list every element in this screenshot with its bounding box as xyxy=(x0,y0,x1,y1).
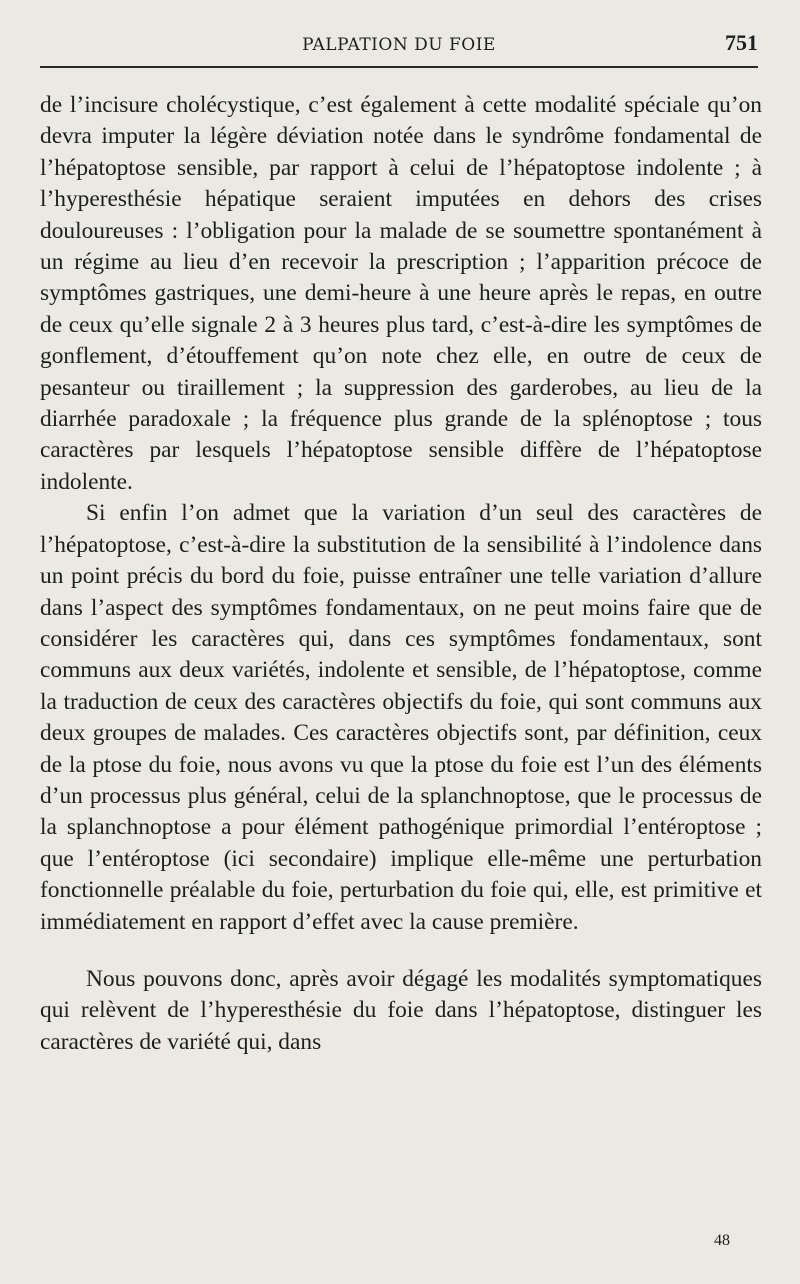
body-text xyxy=(40,90,762,1058)
paragraph-2: Si enfin l’on admet que la variation d’un seul des caractères de l’hépatoptose, c’est-à-dire la substitution de la sensibilité à l’indolence dans un point précis du bord du foie, puisse entraîner une telle variation d’allure dans l’aspect des symptômes fondamentaux, on ne peut moins faire que de considérer les caractères qui, dans ces symptômes fondamentaux, sont communs aux deux variétés, indolente et sensible, de l’hépatoptose, comme la traduction de ceux des caractères objectifs du foie, qui sont communs aux deux groupes de malades. Ces caractères objectifs sont, par définition, ceux de la ptose du foie, nous avons vu que la ptose du foie est l’un des éléments d’un processus plus général, celui de la splanchnoptose, que le processus de la splanchnoptose a pour élément pathogénique primordial l’entéroptose ; que l’entéroptose (ici secondaire) implique elle-même une perturbation fonctionnelle préalable du foie, perturbation du foie qui, elle, est primitive et immédiatement en rapport d’effet avec la cause première. xyxy=(40,500,762,935)
signature-mark: 48 xyxy=(714,1232,730,1249)
paragraph-1: de l’incisure cholécystique, c’est également à cette modalité spéciale qu’on devra imputer la légère déviation notée dans le syndrôme fondamental de l’hépatoptose sensible, par rapport à celui de l’hépatoptose indolente ; à l’hyperesthésie hépatique seraient imputées en dehors des crises douloureuses : l’obligation pour la malade de se soumettre spontanément à un régime au lieu d’en recevoir la prescription ; l’apparition précoce de symptômes gastriques, une demi-heure à une heure après le repas, en outre de ceux qu’elle signale 2 à 3 heures plus tard, c’est-à-dire les symptômes de gonflement, d’étouffement qu’on note chez elle, en outre de ceux de pesanteur ou tiraillement ; la suppression des garderobes, au lieu de la diarrhée paradoxale ; la fréquence plus grande de la splénoptose ; tous caractères par lesquels l’hépatoptose sensible diffère de l’hépatoptose indolente. xyxy=(40,92,762,495)
paragraph-3: Nous pouvons donc, après avoir dégagé les modalités symptomatiques qui relèvent de l’hyperesthésie du foie dans l’hépatoptose, distinguer les caractères de variété qui, dans xyxy=(40,965,762,1055)
page-number: 751 xyxy=(725,30,758,55)
header-rule xyxy=(40,66,758,68)
running-head xyxy=(40,30,758,70)
running-title: PALPATION DU FOIE xyxy=(302,35,496,55)
